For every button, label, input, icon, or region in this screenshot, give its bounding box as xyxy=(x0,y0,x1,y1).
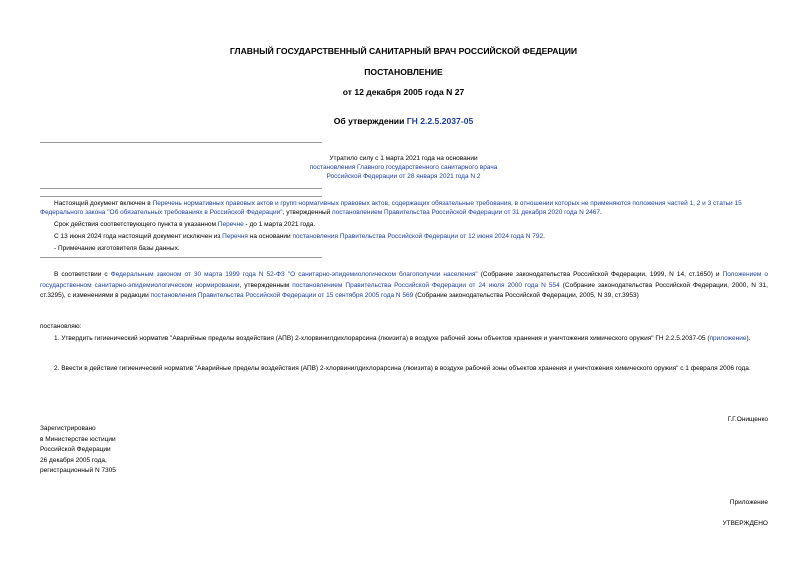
preamble-paragraph: В соответствии с Федеральным законом от 30 марта 1999 года N 52-ФЗ "О санитарно-эпидемиологическом благополучии населения" (Собрание законодательства Российской Федерации, 1999, N 14, ст.1650) и Положением о государственном санитарно-эпидемиологическом нормировании, утвержденным постановлением Правительства Российской Федерации от 24 июля 2000 года N 554 (Собрание законодательства Российской Федерации, 2000, N 31, ст.3295), с изменениями в редакции постановления Правительства Российской Федерации от 15 сентября 2005 года N 569 (Собрание законодательства Российской Федерации, 2005, N 39, ст.3953) xyxy=(40,271,768,299)
signature: Г.Г.Онищенко xyxy=(727,416,768,423)
decree-word: постановляю: xyxy=(40,323,82,330)
doc-type-heading: ПОСТАНОВЛЕНИЕ xyxy=(364,67,443,77)
note-paragraph: С 13 июня 2024 года настоящий документ исключен из Перечня на основании постановления Правительства Российской Федерации от 12 июня 2024 года N 792. xyxy=(54,233,545,240)
item-2: 2. Ввести в действие гигиенический норматив "Аварийные пределы воздействия (АПВ) 2-хлорвинилдихлорарсина (люизита) в воздухе рабочей зоны объектов хранения и уничтожения химического оружия" с 1 февраля 2006 года. xyxy=(54,365,751,372)
note-link-list-short[interactable]: Перечне xyxy=(217,221,244,228)
note-link-decree-2467[interactable]: постановлением Правительства Российской Федерации от 31 декабря 2020 года N 2467 xyxy=(332,209,601,216)
link-regulation-norming[interactable]: Положением о государственном санитарно-эпидемиологическом нормировании xyxy=(40,271,768,289)
doc-subject-link[interactable]: ГН 2.2.5.2037-05 xyxy=(406,116,474,126)
status-note xyxy=(0,154,807,181)
appendix-label: Приложение xyxy=(729,499,768,506)
doc-subject xyxy=(0,116,807,126)
approved-label: УТВЕРЖДЕНО xyxy=(722,520,768,527)
note-link-decree-792[interactable]: постановления Правительства Российской Федерации от 12 июня 2024 года N 792 xyxy=(292,233,544,240)
divider xyxy=(40,257,322,258)
registration-block: Зарегистрировано в Министерстве юстиции Российской Федерации 26 декабря 2005 года, регистрационный N 7305 xyxy=(40,425,116,474)
link-decree-554[interactable]: постановлением Правительства Российской Федерации от 24 июля 2000 года N 554 xyxy=(292,281,560,289)
note-link-list-short[interactable]: Перечня xyxy=(222,233,248,240)
authority-heading: ГЛАВНЫЙ ГОСУДАРСТВЕННЫЙ САНИТАРНЫЙ ВРАЧ РОССИЙСКОЙ ФЕДЕРАЦИИ xyxy=(229,46,578,56)
link-appendix[interactable]: приложение xyxy=(709,335,747,342)
divider-top xyxy=(40,142,322,143)
link-decree-569[interactable]: постановления Правительства Российской Федерации от 15 сентября 2005 года N 569 xyxy=(150,292,414,299)
note-link-list[interactable]: Перечень нормативных правовых актов и групп нормативных правовых актов, содержащих обязательные требования, в отношении которых не применяются положения частей 1, 2 и 3 статьи 15 Федерального закона "Об обязательных требованиях в Российской Федерации" xyxy=(40,200,742,216)
doc-date-number: от 12 декабря 2005 года N 27 xyxy=(342,87,465,97)
doc-subject-prefix: Об утверждении xyxy=(333,116,407,126)
status-link-line[interactable]: Российской Федерации от 28 января 2021 года N 2 xyxy=(326,173,481,180)
item-1: 1. Утвердить гигиенический норматив "Аварийные пределы воздействия (АПВ) 2-хлорвинилдихлорарсина (люизита) в воздухе рабочей зоны объектов хранения и уничтожения химического оружия" ГН 2.2.5.2037-05 (приложение). xyxy=(54,335,751,342)
divider xyxy=(40,188,322,189)
link-federal-law-52[interactable]: Федеральным законом от 30 марта 1999 года N 52-ФЗ "О санитарно-эпидемиологическом благополучии населения" xyxy=(110,271,478,278)
database-note xyxy=(40,199,768,253)
note-paragraph: Настоящий документ включен в Перечень нормативных правовых актов и групп нормативных правовых актов, содержащих обязательные требования, в отношении которых не применяются положения частей 1, 2 и 3 статьи 15 Федерального закона "Об обязательных требованиях в Российской Федерации", утвержденный постановлением Правительства Российской Федерации от 31 декабря 2020 года N 2467. xyxy=(40,200,742,216)
status-link-line[interactable]: постановления Главного государственного санитарного врача xyxy=(309,164,498,171)
note-paragraph: - Примечание изготовителя базы данных. xyxy=(54,245,180,252)
divider xyxy=(40,196,322,197)
status-line: Утратило силу с 1 марта 2021 года на основании xyxy=(329,155,478,162)
note-paragraph: Срок действия соответствующего пункта в указанном Перечне - до 1 марта 2021 года. xyxy=(54,221,316,228)
